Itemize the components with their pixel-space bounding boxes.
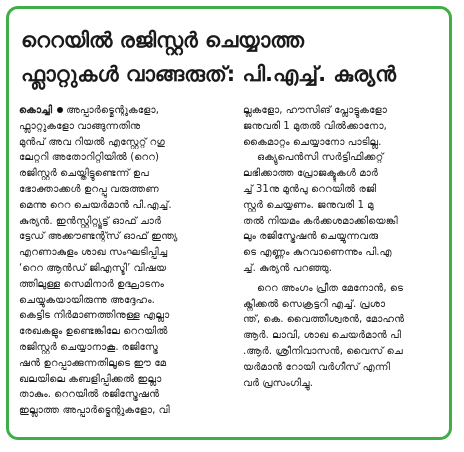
article-line: രജിസ്റ്റർ ചെയ്തിട്ടുണ്ടെന്ന് ഉപ	[19, 168, 149, 180]
article-line: ‘റെറ ആൻഡ് ജിഎസ്ടി’ വിഷയ	[19, 262, 167, 274]
article-line: രജിസ്റ്റർ ചെയ്യാനാകൂ. രജിസ്ട്രേ	[19, 341, 158, 353]
news-clipping	[6, 6, 452, 440]
dateline: കൊച്ചി	[19, 105, 53, 116]
article-column-right	[243, 103, 443, 391]
article-line: ഷൻ ഉറപ്പാക്കുന്നതിലൂടെ ഈ മേ	[19, 357, 167, 369]
article-line: മുൻപ് അവ റിയൽ എസ്റ്റേറ്റ് റഗു	[19, 136, 165, 148]
article-line: ന്ത്, കെ. വൈത്തീശ്വരൻ, മോഹൻ	[243, 314, 405, 326]
article-line: ലേറ്ററി അതോറിറ്റിയിൽ (റെറ)	[19, 152, 159, 164]
headline-line-1: റെറയിൽ രജിസ്റ്റർ ചെയ്യാത്ത	[21, 28, 304, 52]
article-line: കുര്യൻ. ഇൻസ്റ്റിറ്റ്യൂട്ട് ഓഫ് ചാർ	[19, 215, 162, 227]
article-line: ഖലയിലെ കബളിപ്പിക്കൽ ഇല്ലാ	[19, 373, 162, 385]
article-line: .ആർ. ശ്രീനിവാസൻ, വൈസ് ചെ	[243, 345, 403, 357]
article-line: രേഖകളും ഉണ്ടെങ്കിലേ റെറയിൽ	[19, 326, 168, 338]
article-line: ലഭിക്കാത്ത പ്രോജക്ടുകൾ മാർ	[243, 168, 379, 180]
bullet-icon	[57, 107, 63, 113]
article-line: കെട്ടിട നിർമാണത്തിനുള്ള എല്ലാ	[19, 310, 170, 322]
article-line: വർ പ്രസംഗിച്ചു.	[243, 377, 313, 389]
article-line: ഒക്യുപെൻസി സർട്ടിഫിക്കറ്റ്	[257, 152, 384, 164]
article-line: കൈമാറ്റം ചെയ്യാനോ പാടില്ല.	[243, 136, 382, 148]
article-column-left	[19, 103, 231, 419]
article-line: ത്തിലുള്ള സെമിനാർ ഉദ്ഘാടനം	[19, 278, 165, 290]
article-line: ച്ച് 31നു മുൻപു റെറയിൽ രജി	[243, 183, 377, 195]
article-line: റെറ അംഗം പ്രീത മേനോൻ, ടെ	[257, 282, 404, 294]
article-line: ഭോക്താക്കൾ ഉറപ്പു വരുത്തണ	[19, 183, 159, 195]
article-line: ഇല്ലാത്ത അപ്പാർട്മെന്റുകളോ, വി	[19, 405, 170, 417]
headline	[21, 23, 439, 91]
article-line: ചെയ്യുകയായിരുന്നു അദ്ദേഹം.	[19, 294, 155, 306]
article-line: എറണാകുളം ശാഖ സംഘടിപ്പിച്ച	[19, 247, 168, 259]
article-first-line-text: അപ്പാർട്മെന്റുകളോ,	[66, 105, 159, 116]
article-line: ല്ലകളോ, ഹൗസിങ് പ്ലോട്ടുകളോ	[243, 105, 387, 116]
article-line: ആർ. ലാവി, ശാഖ ചെയർമാൻ പി	[243, 330, 402, 342]
headline-line-2: ഫ്ലാറ്റുകൾ വാങ്ങരുത്: പി.എച്ച്. കുര്യൻ	[21, 62, 397, 86]
article-line: മെന്നു റെറ ചെയർമാൻ പി.എച്ച്.	[19, 199, 172, 211]
article-line: സ്റ്റർ ചെയ്യണം. ജനുവരി 1 മു	[243, 199, 374, 211]
article-line: ടെ എണ്ണം കുറവാണെന്നും പി.എ	[243, 247, 392, 259]
article-body	[19, 103, 439, 429]
article-line: ട്ടേഡ് അക്കൗണ്ടന്റ്സ് ഓഫ് ഇന്ത്യ	[19, 231, 178, 243]
article-line: തൽ നിയമം കർക്കശമാക്കിയെങ്കി	[243, 215, 398, 227]
article-line: ച്ച്. കുര്യൻ പറഞ്ഞു.	[243, 262, 333, 274]
article-line: ലും രജിസ്ട്രേഷൻ ചെയ്യുന്നവരു	[243, 231, 379, 243]
article-line: താകും. റെറയിൽ രജിസ്ട്രേഷൻ	[19, 389, 160, 401]
article-line: ഫ്ലാറ്റുകളോ വാങ്ങുന്നതിനു	[19, 120, 141, 132]
article-line: ക്നിക്കൽ സെക്രട്ടറി എച്ച്. പ്രശാ	[243, 298, 386, 310]
article-first-line	[19, 103, 231, 119]
article-line: യർമാൻ റോയി വർഗീസ് എന്നി	[243, 361, 390, 373]
article-line: ജനുവരി 1 മുതൽ വിൽക്കാനോ,	[243, 120, 387, 132]
